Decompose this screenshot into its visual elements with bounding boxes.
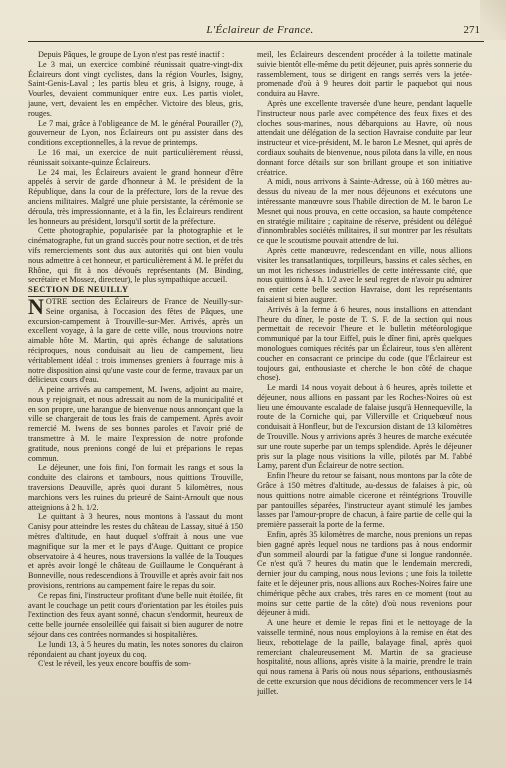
paragraph: Le 3 mai, un exercice combiné réunissait quatre-vingt-dix Éclaireurs dont vingt cyclistes, dans la région Vourles, Isigny, Saint-Genis-Laval ; les partis bleu et gris, à Isigny, rouge, à Vourles, devaient communiquer entre eux. Les partis violet, jaune, vert, devaient les en empêcher. Victoire des bleus, gris, rouges. [28, 59, 243, 118]
paragraph: Le déjeuner, une fois fini, l'on formait les rangs et sous la conduite des clairons et tambours, nous quittions Trouville, traversions Deauville, après quoi durant 5 kilomètres, nous marchions vers les ruines du prieuré de Saint-Arnoult que nous atteignions à 2 h. 1/2. [28, 463, 243, 512]
paragraph: A peine arrivés au campement, M. Iwens, adjoint au maire, nous y rejoignait, et nous adressait au nom de la municipalité et en son propre, une harangue de bienvenue nous annonçant que la ville se chargerait de tous les frais de campement. Après avoir remercié M. Iwens de ses bonnes paroles et l'avoir prié de transmettre à M. le maire l'expression de notre profonde gratitude, nous prenions congé de lui et préparions le repas commun. [28, 385, 243, 463]
paragraph: Enfin, après 35 kilomètres de marche, nous prenions un repas bien gagné après lequel nous ne tardions pas à nous endormir d'un sommeil alourdi par la fatigue d'une si longue randonnée. Ce n'est qu'à 7 heures du matin que le lendemain mercredi, dernier jour du camping, nous nous levions ; une fois la toilette faite et le déjeuner pris, nous allions aux Roches-Noires faire une chimérique pêche aux crabes, très rares en ce moment (tout au moins sur cette partie de la côte) d'où nous revenions pour déjeuner à midi. [257, 530, 472, 618]
paragraph: Le lundi 13, à 5 heures du matin, les notes sonores du clairon répondaient au chant joyeux du coq. [28, 639, 243, 659]
paragraph: Le 24 mai, les Éclaireurs avaient le grand honneur d'être appelés à servir de garde d'honneur à M. le président de la République, dans la cour de la préfecture, lors de la revue des anciens militaires. Malgré une pluie persistante, la cérémonie se déroula, très impressionnante, et à la fin, les Éclaireurs rendirent les honneurs au président, lorsqu'il sortit de la préfecture. [28, 167, 243, 226]
paragraph: Le mardi 14 nous voyait debout à 6 heures, après toilette et déjeuner, nous allions en passant par les Roches-Noires où est lieu une émouvante escalade de falaise jusqu'à Hennequeville, la route de la Corniche qui, par Villerville et Criquebœuf nous conduisait à Honfleur, but de l'excursion distant de 13 kilomètres de Trouville. Nous y arrivions après 3 heures de marche exécutée sur une route superbe par un temps splendide. Après le déjeuner pris sur la plage nous visitions la ville, pilotés par M. l'abbé Lamy, parent d'un Éclaireur de notre section. [257, 383, 472, 471]
header-rule [28, 41, 484, 42]
paragraph: A une heure et demie le repas fini et le nettoyage de la vaisselle terminé, nous nous employions à la remise en état des lieux, rebottelage de la paille, balayage final, après quoi remerciant chaleureusement M. Martin de sa gracieuse hospitalité, nous allions, après visite à la mairie, prendre le train qui nous ramena à Paris où nous nous séparions, enthousiasmés de cette excursion que nous décidions de recommencer vers le 14 juillet. [257, 618, 472, 696]
paragraph: Après cette manœuvre, redescendant en ville, nous allions visiter les transatlantiques, torpilleurs, bassins et cales sèches, en un mot les richesses industrielles de cette intéressante cité, que nous quittions à 4 h. 1/2 avec le seul regret de n'avoir pu admirer en entier cette belle section Havraise, dont les représentants faisaient si bien augurer. [257, 245, 472, 304]
left-column [28, 50, 243, 762]
dropcap: N [28, 293, 44, 319]
paragraph: Le 7 mai, grâce à l'obligeance de M. le général Pourailler (?), gouverneur de Lyon, nos Éclaireurs ont pu assister dans des conditions exceptionnelles, à la revue de printemps. [28, 118, 243, 148]
paragraph: Le quittant à 3 heures, nous montons à l'assaut du mont Canisy pour atteindre les restes du château de Lassay, situé à 150 mètres d'altitude, en haut duquel s'offrait à nous une vue magnifique sur la mer et le pays d'Auge. Quittant ce propice observatoire à 4 heures, nous traversions la vallée de la Touques et après avoir longé le château de Guillaume le Conquérant à Bonneville, nous redescendions à Trouville et après avoir fait nos provisions, rentrions au campement faire le repas du soir. [28, 512, 243, 591]
paragraph: Après une excellente traversée d'une heure, pendant laquelle l'instructeur nous parle avec compétence des feux fixes et des cloches sous-marines, nous débarquions au Havre, où nous attendait une délégation de la section Havraise conduite par leur instructeur et vice-président, M. le baron Le Mesnet, qui après de cordiaux souhaits de bienvenue, nous pilota dans la ville, en nous donnant force détails sur son brillant groupe et son initiative créatrice. [257, 98, 472, 177]
paragraph: Depuis Pâques, le groupe de Lyon n'est pas resté inactif : [38, 50, 225, 59]
paragraph: Cette photographie, popularisée par la photographie et le cinématographe, fut un grand succès pour notre section, et de très vifs remerciements sont dus aux autorités qui ont bien voulu nous admettre à cet honneur, et particulièrement à M. le préfet du Rhône, qui fit à nos dévoués représentants (M. Binding, secrétaire et Mossez, directeur), le plus sympathique accueil. [28, 226, 243, 285]
paragraph: Le 16 mai, un exercice de nuit particulièrement réussi, réunissait soixante-quinze Éclaireurs. [28, 147, 243, 167]
section-title: SECTION DE NEUILLY [28, 285, 129, 297]
paragraph: Arrivés à la ferme à 6 heures, nous installions en attendant l'heure du dîner, le poste de T. S. F. de la section qui nous permettait de recevoir l'heure et le bulletin météorologique communiqué par la tour Eiffel, puis le dîner fini, après quelques monologues comiques récités par un Éclaireur, tous s'en allèrent coucher en consacrant ce principe du code (que l'Éclaireur est toujours gai, enthousiaste et cherche le bon côté de chaque chose). [257, 304, 472, 383]
paragraph-with-dropcap [28, 293, 243, 385]
paragraph: Ce repas fini, l'instructeur profitant d'une belle nuit étoilée, fit avant le couchage un petit cours d'orientation par les étoiles puis l'extinction des feux ayant sonné, chacun s'endormit, heureux de cette belle journée ensoleillée qui faisait si bien augurer de notre séjour dans ces contrées normandes si hospitalières. [28, 590, 243, 640]
right-column [257, 50, 472, 762]
paragraph: C'est le réveil, les yeux encore bouffis de som- [38, 659, 191, 669]
paragraph: meil, les Éclaireurs descendent procéder à la toilette matinale suivie bientôt elle-même du petit déjeuner, puis après sonnerie du rassemblement, tous se dirigent en rangs serrés vers la jetée-promenade d'où à 9 heures doit partir le paquebot qui nous conduira au Havre. [257, 50, 472, 99]
dropcap-paragraph-text: OTRE section des Éclaireurs de France de Neuilly-sur-Seine organisa, à l'occasion des fêtes de Pâques, une excursion-campement à Trouville-sur-Mer. Arrivés, après un excellent voyage, à la gare de cette ville, nous trouvions notre aimable hôte M. Martin, qui après échange de salutations réciproques, nous conduisait au lieu de campement, lieu véritablement idéal : trois immenses greniers à fourrage mis à notre disposition ainsi qu'une vaste cour de ferme, travaux par un délicieux cours d'eau. [28, 296, 243, 385]
running-title: L'Éclaireur de France. [206, 24, 314, 36]
page-header [28, 24, 492, 40]
page-number: 271 [463, 24, 480, 36]
paragraph: A midi, nous arrivons à Sainte-Adresse, où à 160 mètres au-dessus du niveau de la mer nous déjeunons et exécutons une intéressante manœuvre sous l'habile direction de M. le baron Le Mesnet qui nous prouva, en cette occasion, sa haute compétence en stratégie militaire ; capitaine de réserve, président ou délégué d'innombrables sociétés militaires, il sut montrer par les résultats ce que le scoutisme pouvait attendre de lui. [257, 177, 472, 246]
paragraph: Enfin l'heure du retour se faisant, nous montons par la côte de Grâce à 150 mètres d'altitude, au-dessus de falaises à pic, où nous quittions notre aimable cicerone et réintégrions Trouville par pantouilles séparées, l'instructeur ayant stimulé les jambes lasses par l'amour-propre de chacun, à faire partie de celle qui la première passerait la porte de la ferme. [257, 471, 472, 530]
